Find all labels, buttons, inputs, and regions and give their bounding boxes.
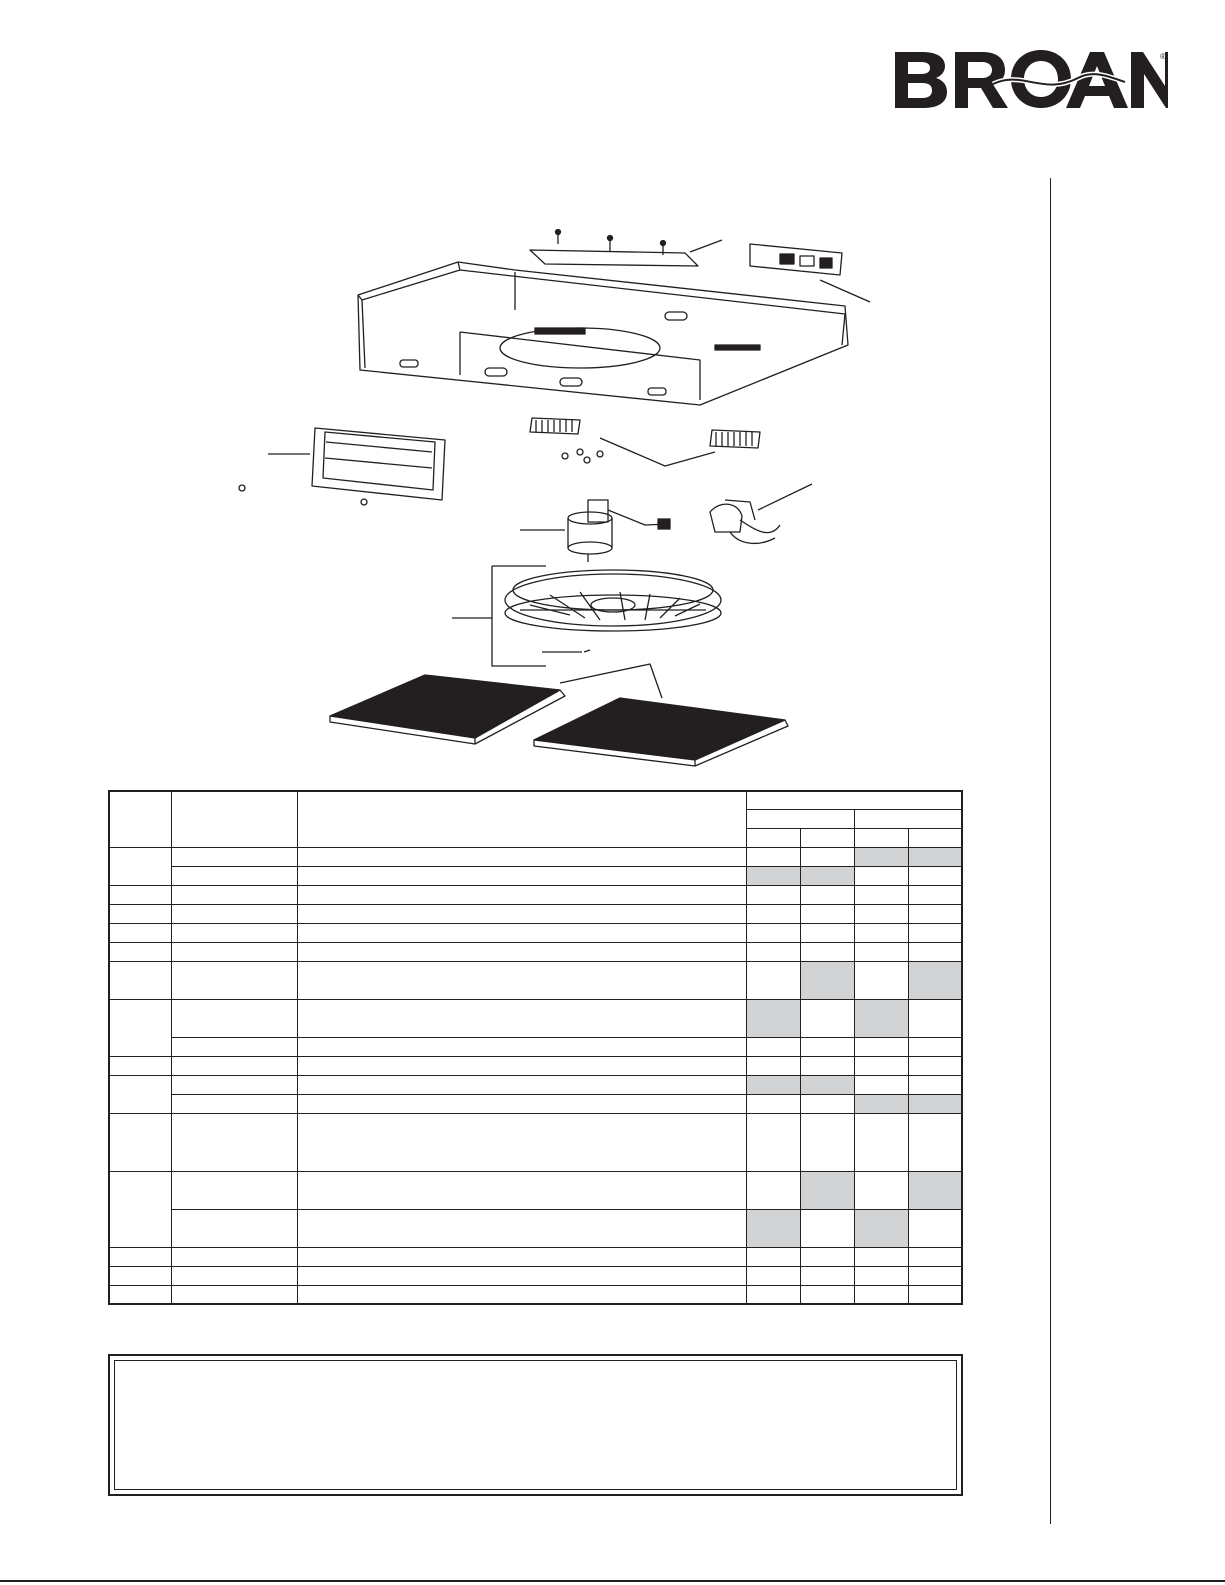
header-key-cell bbox=[109, 791, 172, 847]
header-model-cell bbox=[746, 828, 800, 847]
damper-duct bbox=[239, 428, 445, 505]
hood-housing bbox=[358, 262, 848, 405]
parts-list-table bbox=[108, 790, 963, 1305]
table-row bbox=[109, 942, 962, 961]
table-row bbox=[109, 1056, 962, 1075]
bottom-rule bbox=[0, 1580, 1225, 1582]
top-plate bbox=[530, 230, 722, 267]
table-row bbox=[109, 961, 962, 999]
exploded-parts-diagram bbox=[230, 220, 870, 775]
registered-mark: ® bbox=[1160, 52, 1166, 61]
table-row bbox=[109, 999, 962, 1037]
header-model-cell bbox=[801, 828, 854, 847]
light-sockets bbox=[530, 418, 760, 466]
table-row bbox=[109, 1171, 962, 1209]
table-header-row bbox=[109, 791, 962, 809]
header-part-number-cell bbox=[172, 791, 298, 847]
table-row bbox=[109, 1209, 962, 1247]
table-row bbox=[109, 1266, 962, 1285]
header-group-cell bbox=[746, 809, 854, 828]
table-row bbox=[109, 904, 962, 923]
side-rule bbox=[1050, 178, 1051, 1524]
header-description-cell bbox=[298, 791, 747, 847]
table-row bbox=[109, 847, 962, 866]
table-row bbox=[109, 1247, 962, 1266]
switch-bracket bbox=[750, 244, 870, 302]
table-row bbox=[109, 866, 962, 885]
notice-box bbox=[108, 1354, 963, 1496]
header-models-cell bbox=[746, 791, 962, 809]
motor bbox=[520, 500, 670, 562]
broan-logo bbox=[893, 48, 1168, 110]
table-row bbox=[109, 1094, 962, 1113]
header-group-cell bbox=[854, 809, 962, 828]
blower-wheel bbox=[452, 566, 721, 666]
capacitor bbox=[710, 484, 812, 543]
table-row bbox=[109, 1037, 962, 1056]
notice-inner-border bbox=[114, 1360, 957, 1490]
table-row bbox=[109, 1075, 962, 1094]
table-row bbox=[109, 923, 962, 942]
table-row bbox=[109, 1285, 962, 1304]
table-row bbox=[109, 885, 962, 904]
header-model-cell bbox=[909, 828, 962, 847]
grease-filters bbox=[330, 664, 788, 766]
table-row bbox=[109, 1113, 962, 1171]
header-model-cell bbox=[854, 828, 908, 847]
